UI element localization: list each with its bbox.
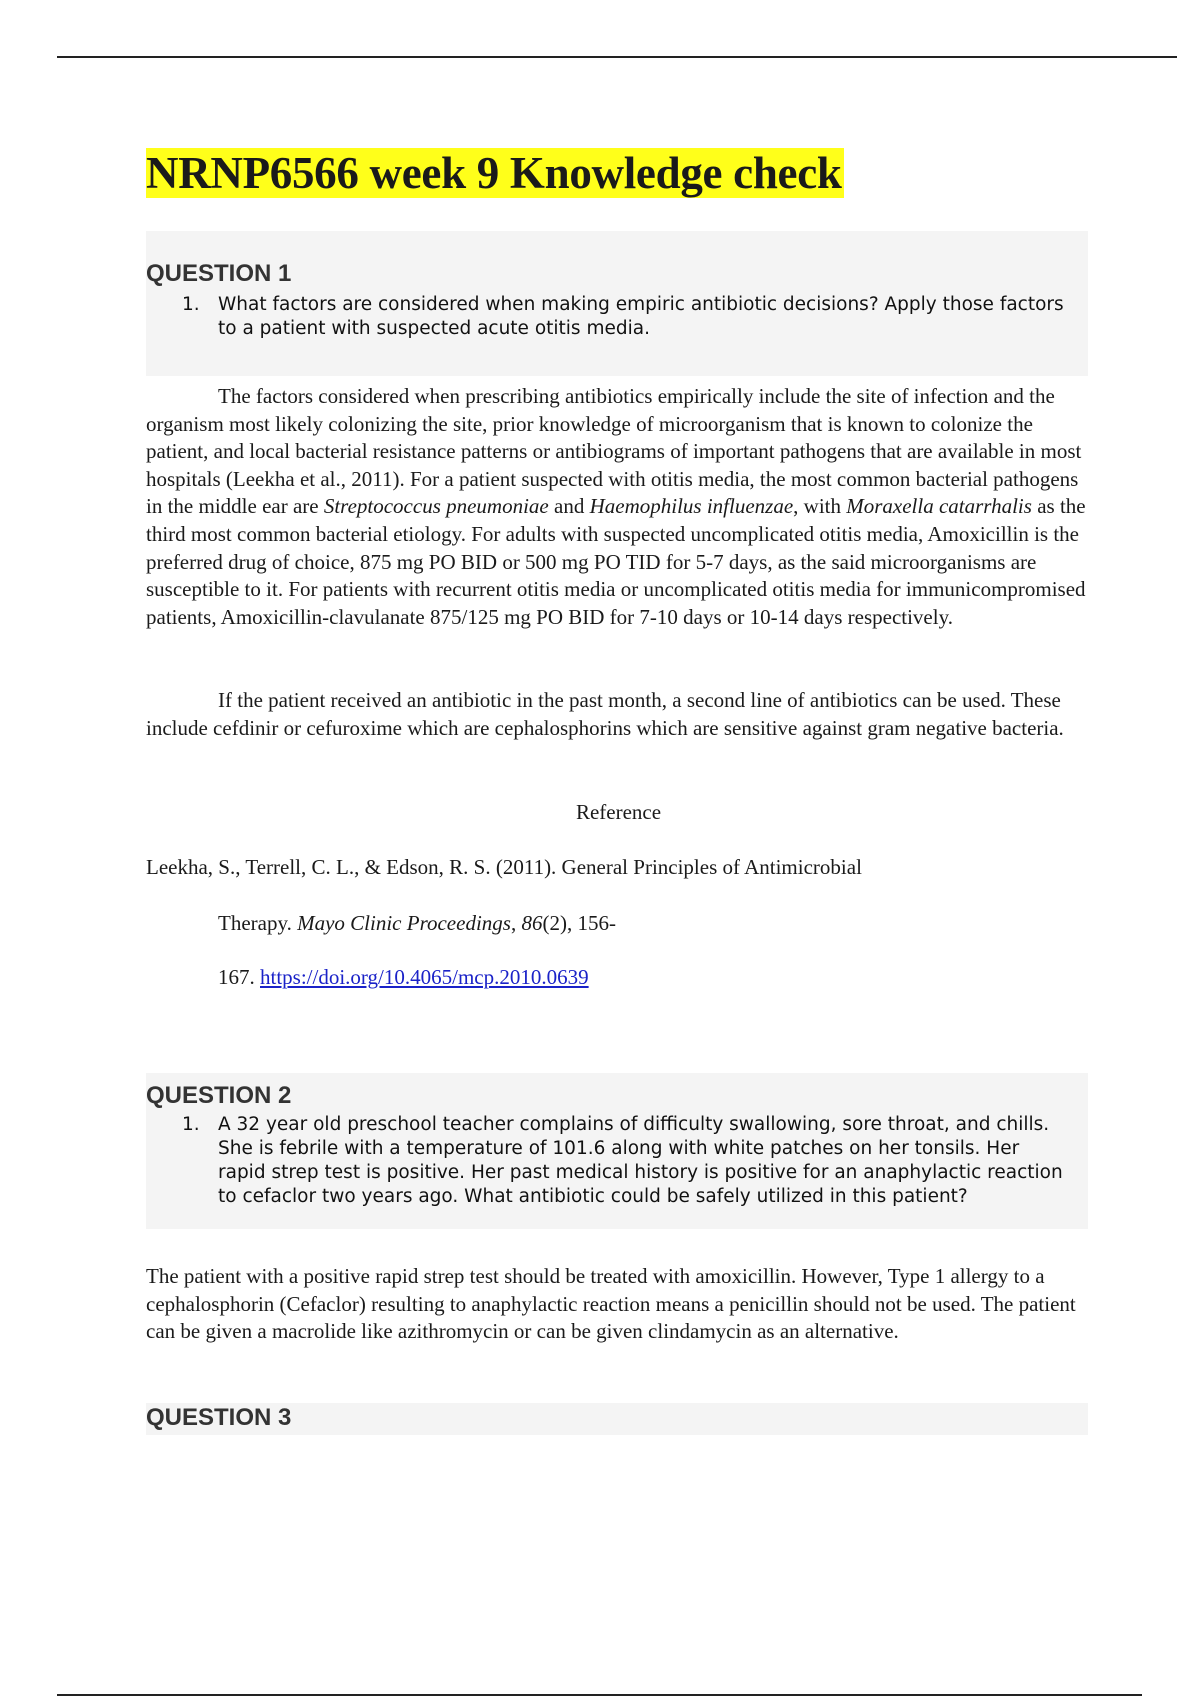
question-2-number: 1. — [182, 1114, 200, 1135]
reference-volume: 86 — [521, 911, 543, 935]
document-title — [146, 145, 844, 201]
reference-line-3 — [218, 965, 589, 990]
reference-page-end: 167. — [218, 965, 260, 989]
organism-moraxella: Moraxella catarrhalis — [846, 494, 1032, 519]
reference-therapy: Therapy. — [218, 911, 298, 935]
question-2-heading: QUESTION 2 — [146, 1082, 292, 1109]
reference-line-2 — [218, 911, 616, 936]
organism-streptococcus: Streptococcus pneumoniae — [323, 494, 549, 519]
question-1-prompt: What factors are considered when making empiric antibiotic decisions? Apply those factors to a patient with suspected acute otitis media. — [218, 294, 1064, 339]
organism-haemophilus: Haemophilus influenzae — [589, 494, 794, 519]
answer-1-and: and — [548, 494, 590, 519]
question-2-text — [146, 1113, 1088, 1209]
bottom-rule — [57, 1694, 1142, 1696]
top-rule — [57, 56, 1177, 58]
reference-issue-pages: (2), 156- — [542, 911, 616, 935]
question-1-answer-paragraph-2: If the patient received an antibiotic in the past month, a second line of antibiotics can be used. These include cefdinir or cefuroxime which are cephalosphorins which are sensitive against gram negative bacteria. — [146, 688, 1064, 740]
doi-link[interactable]: https://doi.org/10.4065/mcp.2010.0639 — [260, 965, 589, 989]
title-highlight: NRNP6566 week 9 Knowledge check — [146, 148, 842, 198]
answer-1-with: , with — [793, 494, 847, 519]
question-1-text — [146, 293, 1088, 341]
reference-separator: , — [510, 911, 522, 935]
question-3-heading: QUESTION 3 — [146, 1404, 292, 1431]
question-1-heading: QUESTION 1 — [146, 260, 292, 287]
reference-heading: Reference — [575, 800, 662, 824]
question-2-answer: The patient with a positive rapid strep test should be treated with amoxicillin. However, Type 1 allergy to a cephalosphorin (Cefaclor) resulting to anaphylactic reaction means a penicillin should not be used. The patient can be given a macrolide like azithromycin or can be given clindamycin as an alternative. — [146, 1264, 1076, 1344]
answer-1-text-b: as the third most common bacterial etiology. For adults with suspected uncomplicated otitis media, Amoxicillin is the preferred drug of choice, 875 mg PO BID or 500 mg PO TID for 5-7 days, as the said microorganisms are susceptible to it. For patients with recurrent otitis media or uncomplicated otitis media for immunicompromised patients, Amoxicillin-clavulanate 875/125 mg PO BID for 7-10 days or 10-14 days respectively. — [146, 494, 1086, 629]
reference-journal: Mayo Clinic Proceedings — [297, 911, 511, 935]
question-1-answer-paragraph-1 — [146, 383, 1091, 631]
reference-line-1: Leekha, S., Terrell, C. L., & Edson, R. S. (2011). General Principles of Antimicrobial — [146, 855, 862, 879]
answer-1-text-a: The factors considered when prescribing antibiotics empirically include the site of infection and the organism most likely colonizing the site, prior knowledge of microorganism that is known to colonize the patient, and local bacterial resistance patterns or antibiograms of important pathogens that are available in most hospitals (Leekha et al., 2011). For a patient suspected with otitis media, the most common bacterial pathogens in the middle ear are — [146, 384, 1082, 519]
question-3-box — [146, 1403, 1088, 1435]
question-1-box — [146, 231, 1088, 376]
question-1-number: 1. — [182, 294, 200, 315]
question-2-prompt: A 32 year old preschool teacher complains of difficulty swallowing, sore throat, and chills. She is febrile with a temperature of 101.6 along with white patches on her tonsils. Her rapid strep test is positive. Her past medical history is positive for an anaphylactic reaction to cefaclor two years ago. What antibiotic could be safely utilized in this patient? — [218, 1114, 1063, 1207]
question-2-box — [146, 1073, 1088, 1229]
